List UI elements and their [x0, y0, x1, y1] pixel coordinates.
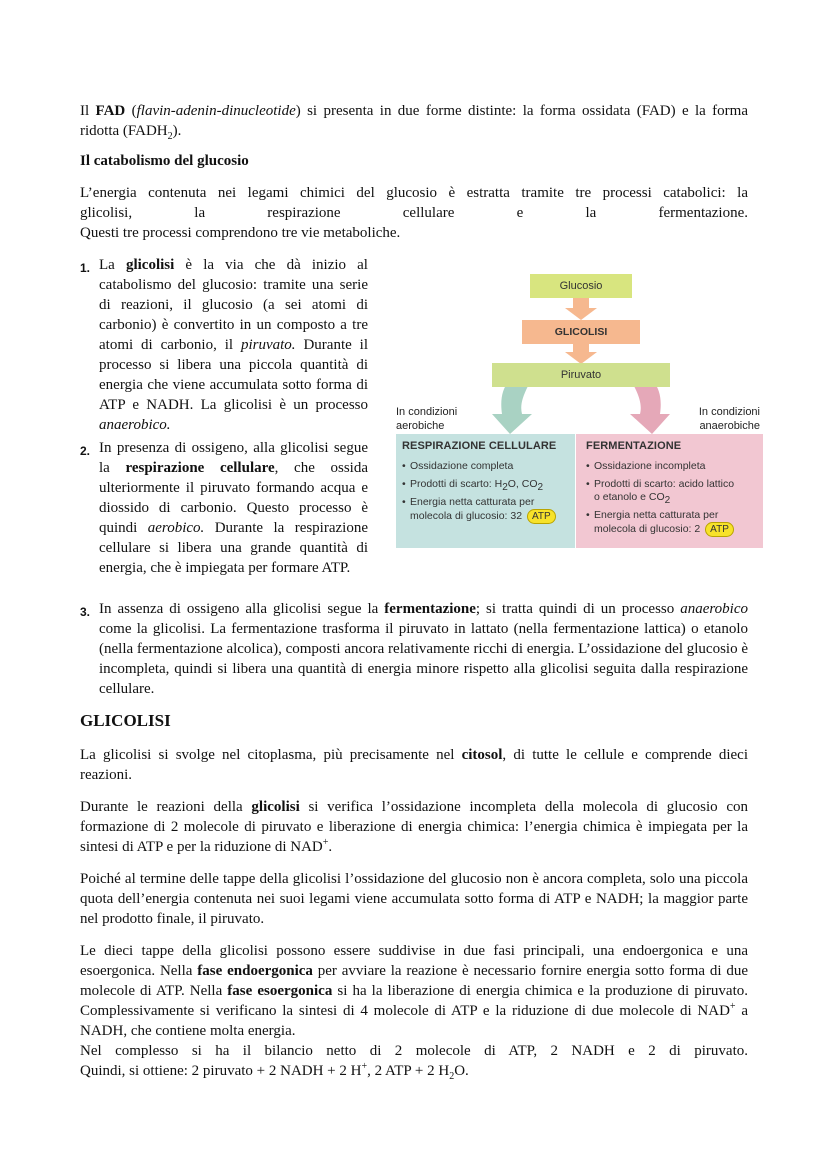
fad-paragraph: Il FAD (flavin-adenin-dinucleotide) si presenta in due forme distinte: la forma ossidata (FAD) e la forma ridotta $(FADH_2)$.	[80, 103, 748, 142]
fermentation-panel	[576, 434, 763, 548]
atp-badge: ATP	[705, 522, 734, 537]
list-item-1-text: La glicolisi è la via che dà inizio al catabolismo del glucosio: tramite una serie di reazioni, il glucosio (a sei atomi di carbonio) è convertito in un composto a tre atomi di carbonio, il piruvato. Durante il processo si libera una piccola quantità di energia che viene accumulata sotto forma di ATP e NADH. La glicolisi è un processo anaerobico.	[99, 257, 368, 433]
glicolisi-balance-line: Nel complesso si ha il bilancio netto di 2 molecole di ATP, 2 NADH e 2 di piruvato.	[80, 1043, 748, 1059]
glicolisi-paragraph-1: La glicolisi si svolge nel citoplasma, più precisamente nel citosol, di tutte le cellule e comprende dieci reazioni.	[80, 747, 748, 783]
glucosio-box: Glucosio	[530, 274, 632, 298]
fermentation-bullet-2: • Prodotti di scarto: acido lattico o etanolo e $CO_2$	[586, 478, 758, 504]
glicolisi-heading: GLICOLISI	[80, 711, 171, 730]
glicolisi-paragraph-2: Durante le reazioni della glicolisi si verifica l’ossidazione incompleta della molecola di glucosio con formazione di 2 molecole di piruvato e liberazione di energia chimica: l’energia chimica è impiegata per la sintesi di ATP e per la riduzione di NAD+.	[80, 799, 748, 855]
list-number: 2.	[80, 444, 91, 458]
glicolisi-paragraph-4: Le dieci tappe della glicolisi possono essere suddivise in due fasi principali, una endoergonica e una esoergonica. Nella fase endoergonica per avviare la reazione è necessario fornire energia sotto forma di due molecole di ATP. Nella fase esoergonica si ha la liberazione di energia chimica e la produzione di piruvato. Complessivamente si verificano la sintesi di 4 molecole di ATP e la riduzione di due molecole di NAD+ a NADH, che contiene molta energia.	[80, 943, 749, 1039]
glicolisi-result-line: Quindi, si ottiene: 2 piruvato + 2 NADH + 2 H+, 2 ATP + 2 $H_2O$.	[80, 1061, 469, 1082]
list-item-3-text: In assenza di ossigeno alla glicolisi segue la fermentazione; si tratta quindi di un processo anaerobico come la glicolisi. La fermentazione trasforma il piruvato in lattato (nella fermentazione lattica) o etanolo (nella fermentazione alcolica), composti ancora relativamente ricchi di energia. L’ossidazione del glucosio è incompleta, quindi si libera una quantità di energia minore rispetto alla glicolisi seguita dalla respirazione cellulare.	[99, 601, 748, 697]
fermentation-title: FERMENTAZIONE	[586, 440, 682, 452]
atp-badge: ATP	[527, 509, 556, 524]
arrow-down-2	[565, 344, 597, 364]
catabolism-diagram	[394, 268, 766, 564]
respiration-bullet-1: • Ossidazione completa	[402, 460, 570, 473]
glicolisi-box: GLICOLISI	[522, 320, 640, 344]
respiration-title: RESPIRAZIONE CELLULARE	[402, 440, 557, 452]
catabolism-heading: Il catabolismo del glucosio	[80, 153, 249, 169]
catabolism-line-3: Questi tre processi comprendono tre vie metaboliche.	[80, 225, 401, 241]
arrow-down-1	[565, 298, 597, 320]
respiration-panel	[396, 434, 575, 548]
glicolisi-paragraph-3: Poiché al termine delle tappe della glicolisi l’ossidazione del glucosio non è ancora completa, solo una piccola quota dell’energia contenuta nei suoi legami viene accumulata sotto forma di ATP e NADH; la maggior parte nel prodotto finale, il piruvato.	[80, 871, 748, 927]
piruvato-box: Piruvato	[492, 363, 670, 387]
fermentation-bullet-1: • Ossidazione incompleta	[586, 460, 758, 473]
catabolism-line-2: glicolisi, la respirazione cellulare e la fermentazione.	[80, 205, 748, 221]
list-item-2-text: In presenza di ossigeno, alla glicolisi segue la respirazione cellulare, che ossida ulteriormente il piruvato formando acqua e diossido di carbonio. Questo processo è quindi aerobico. Durante la respirazione cellulare si libera una grande quantità di energia, che è impiegata per formare ATP.	[99, 440, 368, 576]
list-number: 3.	[80, 605, 91, 619]
condition-anaerobic: In condizioni anaerobiche	[698, 406, 760, 432]
list-number: 1.	[80, 261, 91, 275]
respiration-bullet-2: • Prodotti di scarto: $H_2O$, $CO_2$	[402, 478, 570, 491]
fermentation-bullet-3: • Energia netta catturata per molecola di glucosio: 2 ATP	[586, 509, 758, 537]
condition-aerobic: In condizioni aerobiche	[396, 406, 458, 432]
catabolism-line-1: L’energia contenuta nei legami chimici del glucosio è estratta tramite tre processi catabolici: la	[80, 185, 748, 201]
respiration-bullet-3: • Energia netta catturata per molecola di glucosio: 32 ATP	[402, 496, 570, 524]
